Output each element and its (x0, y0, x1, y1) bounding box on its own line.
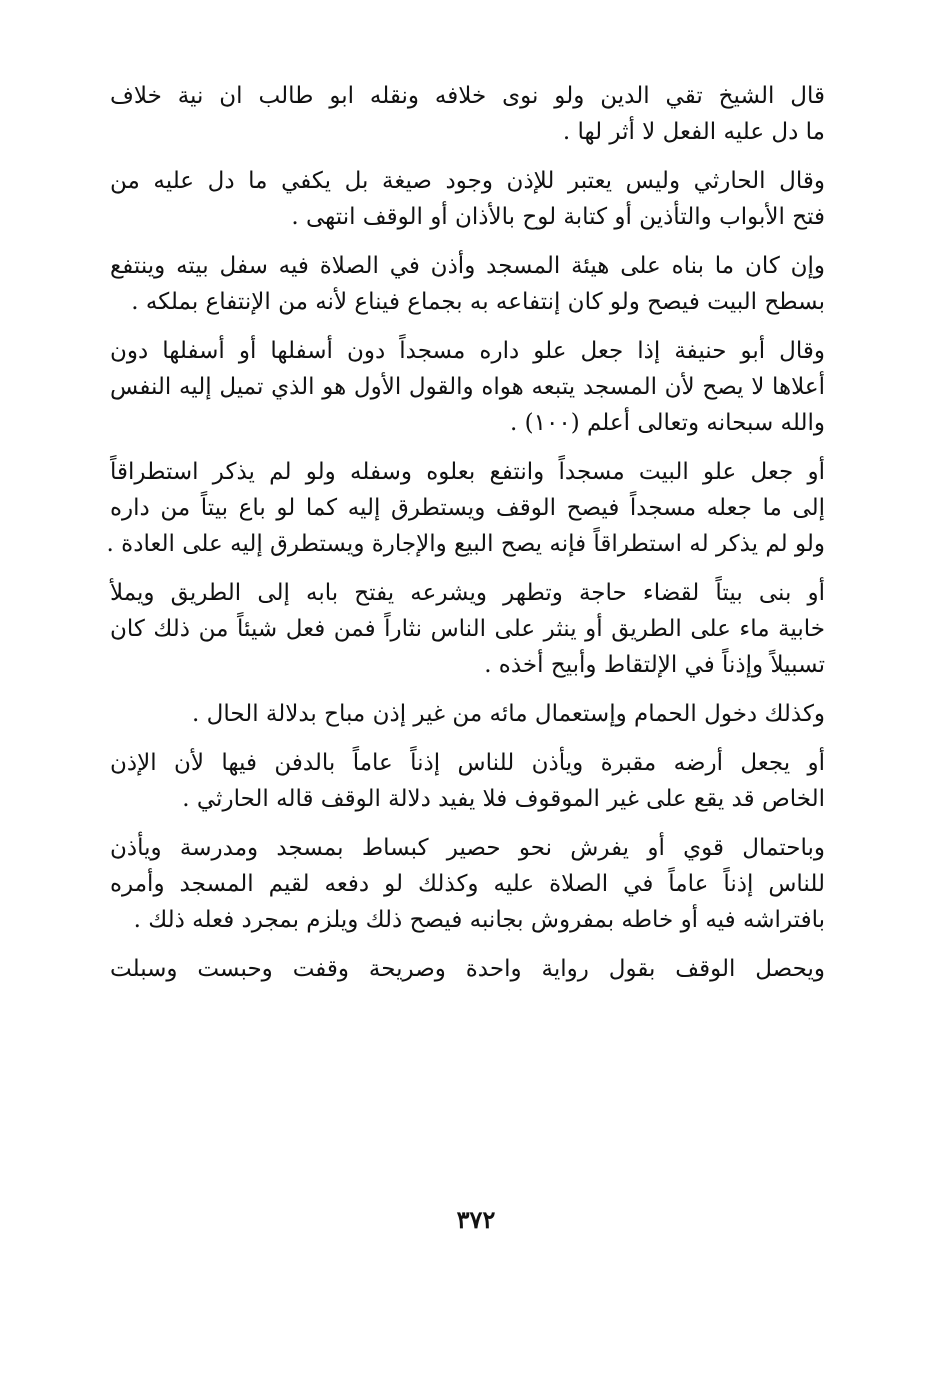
paragraph-10 (110, 951, 825, 987)
paragraph-4 (110, 333, 825, 441)
text-line: إلى ما جعله مسجداً فيصح الوقف ويستطرق إليه كما لو باع بيتاً من داره (110, 495, 825, 521)
text-line: ولو لم يذكر له استطراقاً فإنه يصح البيع والإجارة ويستطرق إليه على العادة . (106, 531, 825, 557)
text-line: وباحتمال قوي أو يفرش نحو حصير كبساط بمسجد ومدرسة ويأذن (110, 835, 825, 861)
paragraph-5 (106, 454, 825, 562)
text-line: للناس إذناً عاماً في الصلاة عليه وكذلك لو دفعه لقيم المسجد وأمره (110, 871, 825, 897)
text-line: وإن كان ما بناه على هيئة المسجد وأذن في الصلاة فيه سفل بيته وينتفع (110, 253, 825, 279)
text-line: ما دل عليه الفعل لا أثر لها . (562, 119, 825, 145)
text-line: خابية ماء على الطريق أو ينثر على الناس نثاراً فمن فعل شيئاً من ذلك كان (110, 616, 825, 642)
paragraph-6 (110, 575, 825, 683)
text-line: تسبيلاً وإذناً في الإلتقاط وأبيح أخذه . (484, 652, 825, 678)
text-line: أو يجعل أرضه مقبرة ويأذن للناس إذناً عاماً بالدفن فيها لأن الإذن (110, 750, 825, 776)
text-line: بافتراشه فيه أو خاطه بمفروش بجانبه فيصح ذلك ويلزم بمجرد فعله ذلك . (133, 907, 825, 933)
text-line: وقال أبو حنيفة إذا جعل علو داره مسجداً دون أسفلها أو أسفلها دون (110, 338, 825, 364)
paragraph-3 (110, 248, 825, 320)
text-line: والله سبحانه وتعالى أعلم (١٠٠) . (510, 410, 825, 436)
paragraph-8 (110, 745, 825, 817)
text-line: ويحصل الوقف بقول رواية واحدة وصريحة وقفت وحبست وسبلت (110, 956, 825, 982)
text-line: بسطح البيت فيصح ولو كان إنتفاعه به بجماع فيناع لأنه من الإنتفاع بملكه . (131, 289, 825, 315)
paragraph-2 (110, 163, 825, 235)
text-line: وقال الحارثي وليس يعتبر للإذن وجود صيغة بل يكفي ما دل عليه من (110, 168, 825, 194)
text-line: فتح الأبواب والتأذين أو كتابة لوح بالأذان أو الوقف انتهى . (291, 204, 825, 230)
text-line: الخاص قد يقع على غير الموقوف فلا يفيد دلالة الوقف قاله الحارثي . (182, 786, 825, 812)
text-line: وكذلك دخول الحمام وإستعمال مائه من غير إذن مباح بدلالة الحال . (192, 701, 825, 727)
text-line: أعلاها لا يصح لأن المسجد يتبعه هواه والقول الأول هو الذي تميل إليه النفس (110, 374, 825, 400)
paragraph-7 (110, 696, 825, 732)
page-body (106, 78, 825, 1000)
paragraph-1 (110, 78, 825, 150)
page-number: ٣٧٢ (456, 1205, 496, 1234)
text-line: أو بنى بيتاً لقضاء حاجة وتطهر ويشرعه يفتح بابه إلى الطريق ويملأ (110, 580, 825, 606)
text-line: أو جعل علو البيت مسجداً وانتفع بعلوه وسفله ولو لم يذكر استطراقاً (110, 459, 825, 485)
text-line: قال الشيخ تقي الدين ولو نوى خلافه ونقله ابو طالب ان نية خلاف (110, 83, 825, 109)
paragraph-9 (110, 830, 825, 938)
